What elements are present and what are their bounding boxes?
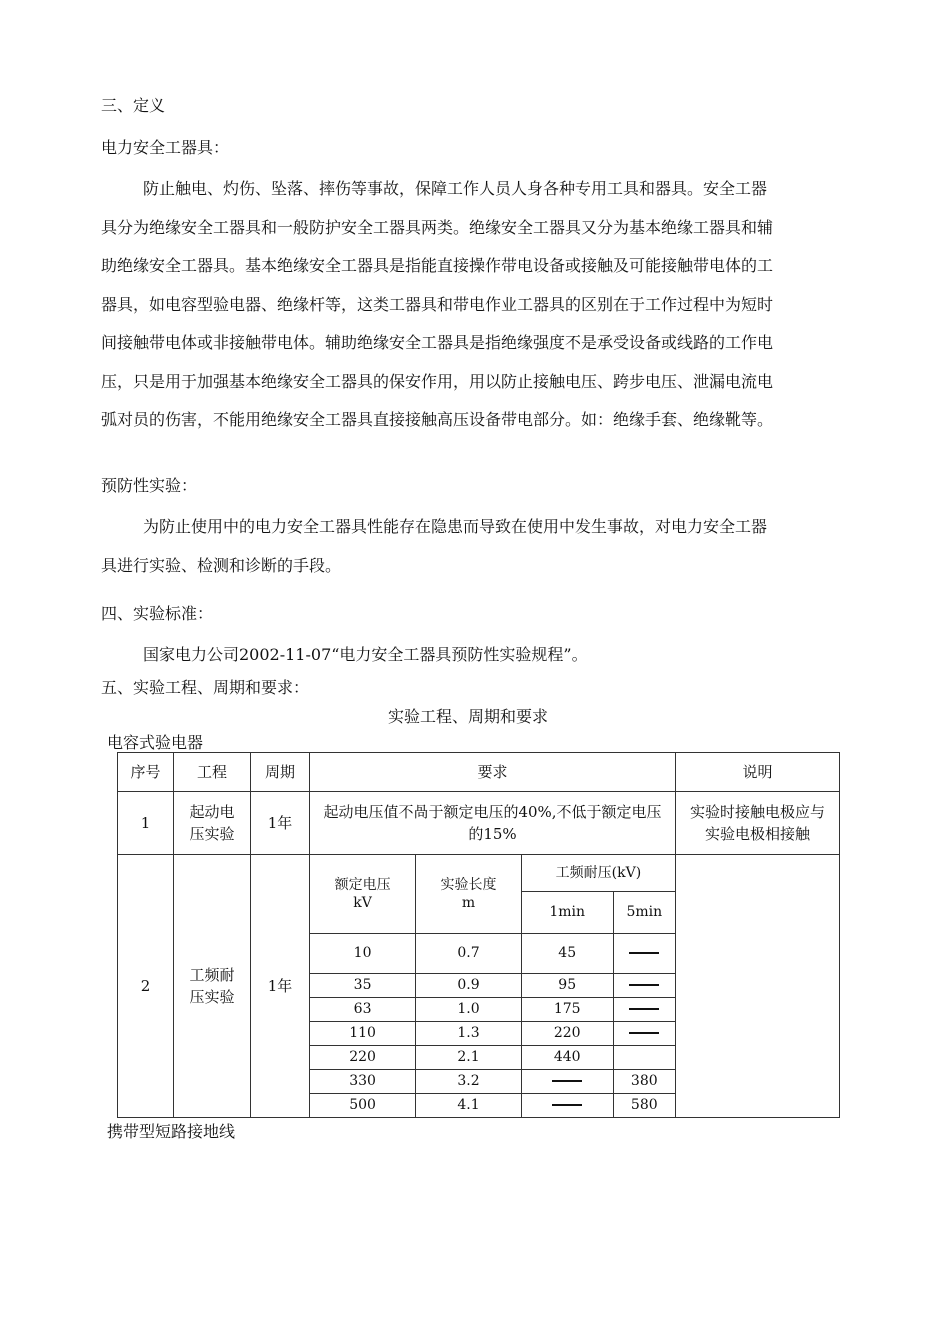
row2-item [174,855,251,1118]
dash-mark [629,952,659,954]
def1-line: 助绝缘安全工器具。基本绝缘安全工器具是指能直接操作带电设备或接触及可能接触带电体的工 [101,256,774,275]
sub-header-voltage [310,855,416,933]
sub-cell-length: 3.2 [416,1069,522,1093]
sub-table-row [310,1069,675,1093]
row1-requirement-text: 起动电压值不咼于额定电压的40%,不低于额定电压的15% [323,803,662,843]
device-label-grounding-wire: 携带型短路接地线 [107,1122,236,1141]
row1-note [676,792,840,855]
sub-cell-length: 0.9 [416,973,522,997]
sub-header-5min: 5min [613,891,675,933]
sub-cell-5min [613,1021,675,1045]
table-header-row [118,753,840,792]
sub-cell-1min: 440 [521,1045,613,1069]
row2-requirement [310,855,676,1118]
sub-header-1min: 1min [521,891,613,933]
dash-mark [629,984,659,986]
sub-cell-5min: 580 [613,1093,675,1117]
sub-cell-length: 0.7 [416,933,522,973]
row1-item-text: 起动电压实验 [189,803,235,843]
sub-table-row [310,997,675,1021]
sub-cell-length: 1.3 [416,1021,522,1045]
sub-header-length-unit: m [461,894,476,911]
row1-period: 1年 [251,792,310,855]
sub-cell-1min [521,1093,613,1117]
table-title: 实验工程、周期和要求 [388,707,549,726]
term-safety-tools: 电力安全工器具： [101,138,230,157]
dash-mark [552,1080,582,1082]
row2-item-text: 工频耐压实验 [189,966,235,1006]
withstand-voltage-subtable [310,855,675,1117]
row2-no: 2 [118,855,174,1118]
sub-cell-voltage: 220 [310,1045,416,1069]
def1-line: 器具，如电容型验电器、绝缘杆等，这类工器具和带电作业工器具的区别在于工作过程中为短时 [101,294,774,314]
section5-heading: 五、实验工程、周期和要求： [101,678,310,697]
standard-text: 国家电力公司2002-11-07“电力安全工器具预防性实验规程”。 [143,645,588,664]
def1-line: 弧对员的伤害，不能用绝缘安全工器具直接接触高压设备带电部分。如：绝缘手套、绝缘靴等。 [101,410,774,429]
sub-cell-voltage: 63 [310,997,416,1021]
sub-cell-1min: 175 [521,997,613,1021]
sub-table-row [310,1045,675,1069]
definition-preventive-test [101,508,861,585]
sub-cell-5min: 380 [613,1069,675,1093]
def1-line: 间接触带电体或非接触带电体。辅助绝缘安全工器具是指绝缘强度不是承受设备或线路的工作电 [101,333,774,352]
def2-line: 具进行实验、检测和诊断的手段。 [101,555,342,575]
sub-table-row [310,1093,675,1117]
test-requirements-table [117,752,840,1118]
sub-table-row [310,933,675,973]
sub-header-voltage-unit: kV [353,894,372,911]
sub-table-row [310,973,675,997]
sub-header-length [416,855,522,933]
section4-heading: 四、实验标准： [101,604,214,623]
sub-header-voltage-label: 额定电压 [334,876,391,893]
table-row [118,792,840,855]
section3-heading: 三、定义 [101,96,166,115]
sub-cell-voltage: 10 [310,933,416,973]
header-period: 周期 [251,753,310,792]
table-row [118,855,840,1118]
sub-cell-5min [613,973,675,997]
definition-safety-tools [101,170,861,440]
sub-cell-1min: 95 [521,973,613,997]
header-item: 工程 [174,753,251,792]
sub-cell-length: 2.1 [416,1045,522,1069]
sub-cell-5min [613,1045,675,1069]
def1-line: 防止触电、灼伤、坠落、摔伤等事故，保障工作人员人身各种专用工具和器具。安全工器 [143,179,768,198]
dash-mark [552,1104,582,1106]
term-preventive-test: 预防性实验： [101,476,198,495]
dash-mark [629,1032,659,1034]
sub-header-withstand: 工频耐压(kV) [521,855,675,891]
sub-cell-voltage: 500 [310,1093,416,1117]
sub-cell-length: 1.0 [416,997,522,1021]
row2-period: 1年 [251,855,310,1118]
device-label-capacitive-detector: 电容式验电器 [107,733,204,752]
def1-line: 具分为绝缘安全工器具和一般防护安全工器具两类。绝缘安全工器具又分为基本绝缘工器具和辅 [101,217,774,237]
def2-line: 为防止使用中的电力安全工器具性能存在隐患而导致在使用中发生事故，对电力安全工器 [143,517,768,536]
sub-cell-voltage: 330 [310,1069,416,1093]
row1-no: 1 [118,792,174,855]
header-no: 序号 [118,753,174,792]
row1-item [174,792,251,855]
def1-line: 压，只是用于加强基本绝缘安全工器具的保安作用，用以防止接触电压、跨步电压、泄漏电流电 [101,371,774,391]
sub-cell-1min: 220 [521,1021,613,1045]
sub-table-row [310,1021,675,1045]
sub-cell-voltage: 35 [310,973,416,997]
row1-requirement [310,792,676,855]
row1-note-text: 实验时接触电极应与实验电极相接触 [689,803,825,843]
sub-cell-5min [613,997,675,1021]
row2-note [676,855,840,1118]
sub-cell-1min [521,1069,613,1093]
sub-cell-voltage: 110 [310,1021,416,1045]
sub-cell-1min: 45 [521,933,613,973]
sub-cell-length: 4.1 [416,1093,522,1117]
header-note: 说明 [676,753,840,792]
sub-cell-5min [613,933,675,973]
dash-mark [629,1008,659,1010]
header-requirement: 要求 [310,753,676,792]
sub-header-length-label: 实验长度 [440,876,497,893]
